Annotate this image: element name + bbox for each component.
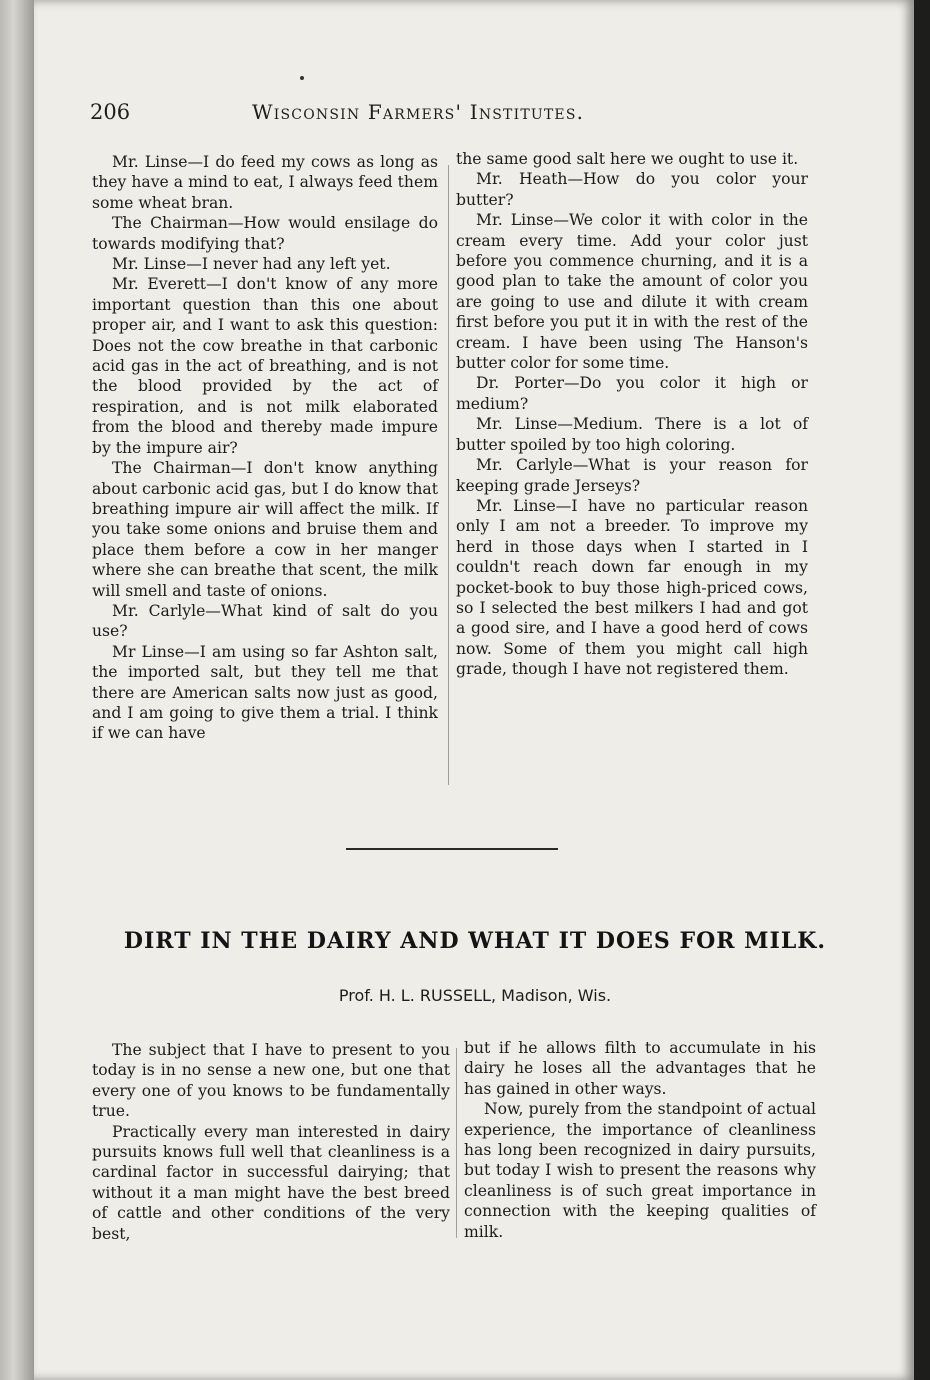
column-divider bbox=[448, 165, 449, 785]
page-number: 206 bbox=[90, 100, 131, 124]
paragraph: Mr. Linse—I never had any left yet. bbox=[112, 255, 391, 274]
paragraph: The Chairman—I don't know anything about carbonic acid gas, but I do know that breathing impure air will affect the milk. If you take some onions and bruise them and place them before a cow in her manger where she can breathe that scent, the milk will smell and taste of onions. bbox=[92, 459, 438, 600]
paragraph: Mr Linse—I am using so far Ashton salt, the imported salt, but they tell me that there are American salts now just as good, and I am going to give them a trial. I think if we can have bbox=[92, 642, 438, 743]
paragraph: Mr. Carlyle—What kind of salt do you use? bbox=[92, 601, 438, 641]
paragraph: Mr. Linse—I have no particular reason only I am not a breeder. To improve my herd in those days when I started in I couldn't reach down far enough in my pocket-book to buy those high-priced cows, so I selected the best milkers I had and got a good sire, and I have a good herd of cows now. Some of them you might call high grade, though I have not registered them. bbox=[456, 496, 808, 679]
paragraph: Mr. Everett—I don't know of any more important question than this one about proper air, and I want to ask this question: Does not the cow breathe in that carbonic acid gas in the act of breathing, and is not the blood provided by the act of respiration, and is not milk elaborated from the blood and thereby made impure by the impure air? bbox=[92, 275, 438, 457]
page-header bbox=[90, 100, 850, 134]
paragraph: Dr. Porter—Do you color it high or medium? bbox=[456, 374, 808, 413]
paragraph: Practically every man interested in dairy pursuits knows full well that cleanliness is a cardinal factor in successful dairying; that without it a man might have the best breed of cattle and other conditions of the very best, bbox=[92, 1122, 450, 1243]
paragraph-continuation: the same good salt here we ought to use it. bbox=[456, 150, 799, 168]
paragraph: Mr. Linse—I do feed my cows as long as they have a mind to eat, I always feed them some wheat bran. bbox=[92, 153, 438, 212]
paragraph: Mr. Carlyle—What is your reason for keeping grade Jerseys? bbox=[456, 456, 808, 495]
paragraph: Now, purely from the standpoint of actual experience, the importance of cleanliness has long been recognized in dairy pursuits, but today I wish to present the reasons why cleanliness is of such great importance in connection with the keeping qualities of milk. bbox=[464, 1100, 816, 1241]
article-byline: Prof. H. L. RUSSELL, Madison, Wis. bbox=[338, 986, 612, 1005]
print-speck bbox=[300, 76, 304, 80]
column-divider bbox=[456, 1048, 457, 1238]
paragraph: Mr. Linse—Medium. There is a lot of butter spoiled by too high coloring. bbox=[456, 415, 808, 454]
section-rule bbox=[346, 848, 558, 850]
paragraph: The subject that I have to present to you today is in no sense a new one, but one that every one of you knows to be fundamentally true. bbox=[92, 1041, 450, 1121]
paragraph-continuation: but if he allows filth to accumulate in his dairy he loses all the advantages that he has gained in other ways. bbox=[464, 1039, 816, 1098]
running-title: Wisconsin Farmers' Institutes. bbox=[252, 100, 585, 124]
book-binding-edge bbox=[0, 0, 34, 1380]
discussion-right-column bbox=[456, 149, 808, 680]
paragraph: Mr. Linse—We color it with color in the cream every time. Add your color just before you commence churning, and it is a good plan to take the amount of color you are going to use and dilute it with cream first before you put it in with the rest of the cream. I have been using The Hanson's butter color for some time. bbox=[456, 211, 808, 373]
paragraph: The Chairman—How would ensilage do towards modifying that? bbox=[92, 214, 438, 253]
discussion-left-column bbox=[92, 152, 438, 744]
article-right-column bbox=[464, 1038, 816, 1242]
article-left-column bbox=[92, 1040, 450, 1244]
article-title: DIRT IN THE DAIRY AND WHAT IT DOES FOR MILK. bbox=[123, 928, 827, 954]
paragraph: Mr. Heath—How do you color your butter? bbox=[456, 170, 808, 209]
